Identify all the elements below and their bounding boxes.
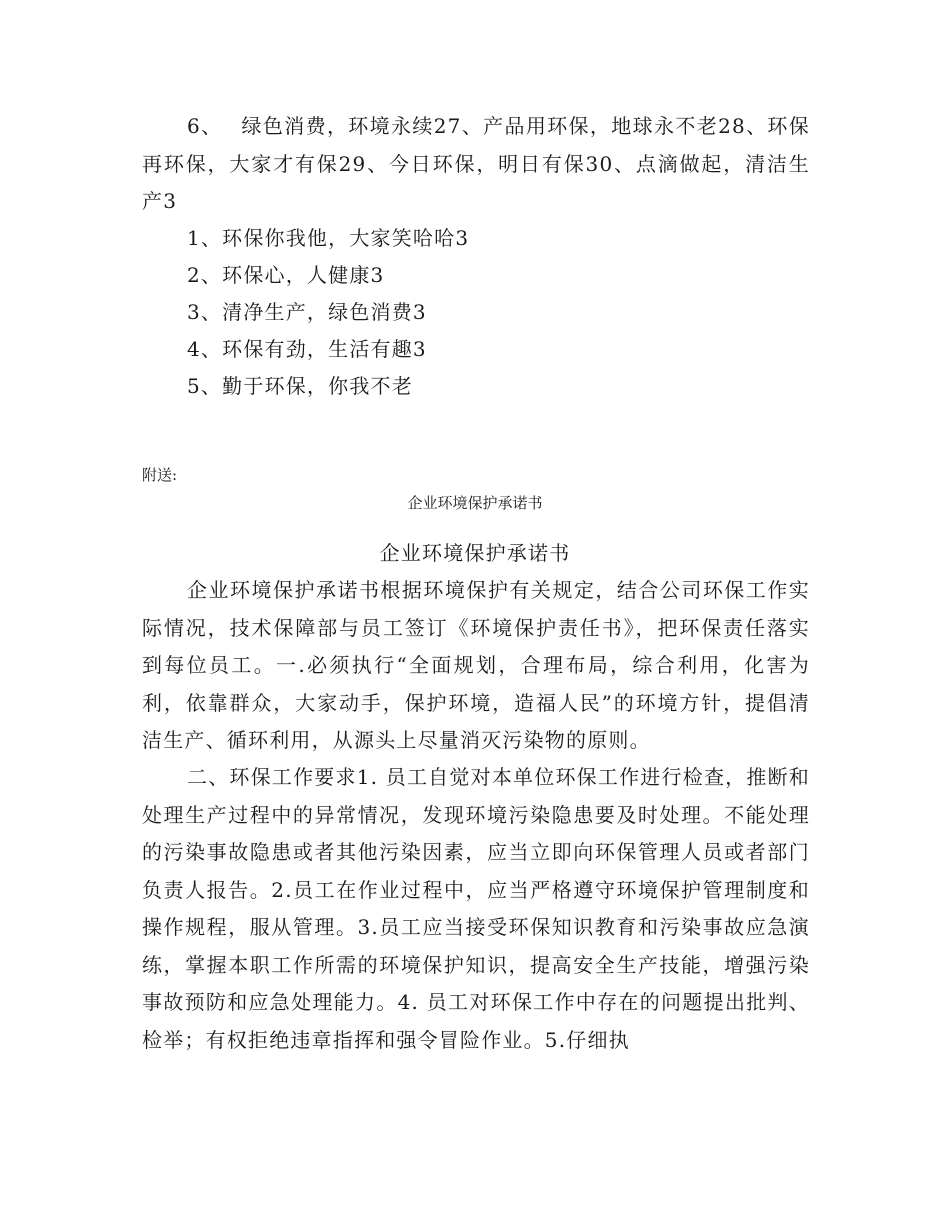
slogan-item-5: 5、勤于环保，你我不老 [187,374,413,398]
paragraph-2: 二、环保工作要求1. 员工自觉对本单位环保工作进行检查，推断和处理生产过程中的异常情况，发现环境污染隐患要及时处理。不能处理的污染事故隐患或者其他污染因素，应当立即向环保管理人员或者部门负责人报告。2.员工在作业过程中，应当严格遵守环境保护管理制度和操作规程，服从管理。3.员工应当接受环保知识教育和污染事故应急演练，掌握本职工作所需的环境保护知识，提高安全生产技能，增强污染事故预防和应急处理能力。4. 员工对环保工作中存在的问题提出批判、检举；有权拒绝违章指挥和强令冒险作业。5.仔细执 [142,765,810,1052]
slogan-item-3: 3、清净生产，绿色消费3 [187,300,427,324]
slogan-paragraph-6: 6、 绿色消费，环境永续27、产品用环保，地球永不老28、环保再环保，大家才有保29、今日环保，明日有保30、点滴做起，清洁生产3 [142,114,810,213]
attachment-label: 附送: [142,466,178,484]
attachment-small-title: 企业环境保护承诺书 [407,494,543,512]
slogan-item-1: 1、环保你我他，大家笑哈哈3 [187,226,470,250]
slogan-item-2: 2、环保心，人健康3 [187,263,385,287]
document-title: 企业环境保护承诺书 [379,541,571,565]
slogan-item-4: 4、环保有劲，生活有趣3 [187,337,427,361]
paragraph-1: 企业环境保护承诺书根据环境保护有关规定，结合公司环保工作实际情况，技术保障部与员工签订《环境保护责任书》，把环保责任落实到每位员工。一.必须执行“全面规划，合理布局，综合利用，化害为利，依靠群众，大家动手，保护环境，造福人民”的环境方针，提倡清洁生产、循环利用，从源头上尽量消灭污染物的原则。 [142,578,810,752]
